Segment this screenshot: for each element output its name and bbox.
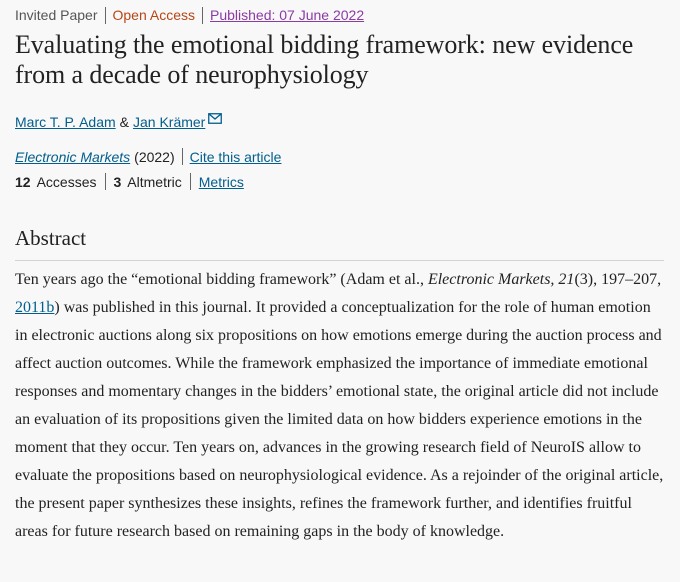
abstract-text (15, 266, 664, 546)
accesses-count: 12 (15, 173, 31, 190)
divider (182, 148, 183, 165)
article-header (0, 5, 680, 546)
citation-link[interactable]: 2011b (15, 299, 55, 316)
article-title: Evaluating the emotional bidding framework: new evidence from a decade of neurophysiology (15, 30, 634, 89)
divider (190, 173, 191, 190)
article-metrics (15, 173, 664, 190)
abstract-text-part-1: Ten years ago the “emotional bidding framework” (Adam et al., (15, 271, 428, 288)
altmetric-count: 3 (113, 173, 122, 190)
abstract-text-part-2: (3), 197–207, (574, 271, 662, 288)
journal-year: (2022) (134, 148, 175, 165)
article-type: Invited Paper (15, 7, 98, 23)
citation-journal: Electronic Markets, 21 (427, 271, 575, 288)
metrics-link[interactable]: Metrics (198, 173, 244, 190)
mail-icon[interactable] (208, 111, 222, 127)
divider (202, 7, 203, 24)
abstract-heading: Abstract (15, 226, 664, 261)
published-date-link[interactable]: Published: 07 June 2022 (210, 7, 365, 23)
author-separator: & (119, 114, 129, 130)
altmetric-label: Altmetric (127, 173, 182, 190)
cite-article-link[interactable]: Cite this article (189, 148, 282, 165)
open-access-label: Open Access (112, 7, 195, 23)
journal-link[interactable]: Electronic Markets (15, 148, 131, 165)
author-link-kramer[interactable]: Jan Krämer (132, 114, 206, 130)
author-list (15, 114, 664, 130)
divider (105, 7, 106, 24)
article-meta (15, 5, 664, 25)
abstract-text-part-3: ) was published in this journal. It provided a conceptualization for the role of human emotion in electronic auctions along six propositions on how emotions emerge during the auction process and affect auction outcomes. While the framework emphasized the importance of immediate emotional responses and momentary changes in the bidders’ emotional state, the original article did not include an evaluation of its propositions given the limited data on how bidders experience emotions in the moment that they occur. Ten years on, advances in the growing research field of NeuroIS allow to evaluate the propositions based on neurophysiological evidence. As a rejoinder of the original article, the present paper synthesizes these insights, refines the framework further, and identifies fruitful areas for future research based on remaining gaps in the body of knowledge. (15, 299, 664, 540)
author-link-adam[interactable]: Marc T. P. Adam (15, 114, 116, 130)
journal-info (15, 148, 664, 165)
accesses-label: Accesses (36, 173, 97, 190)
divider (105, 173, 106, 190)
